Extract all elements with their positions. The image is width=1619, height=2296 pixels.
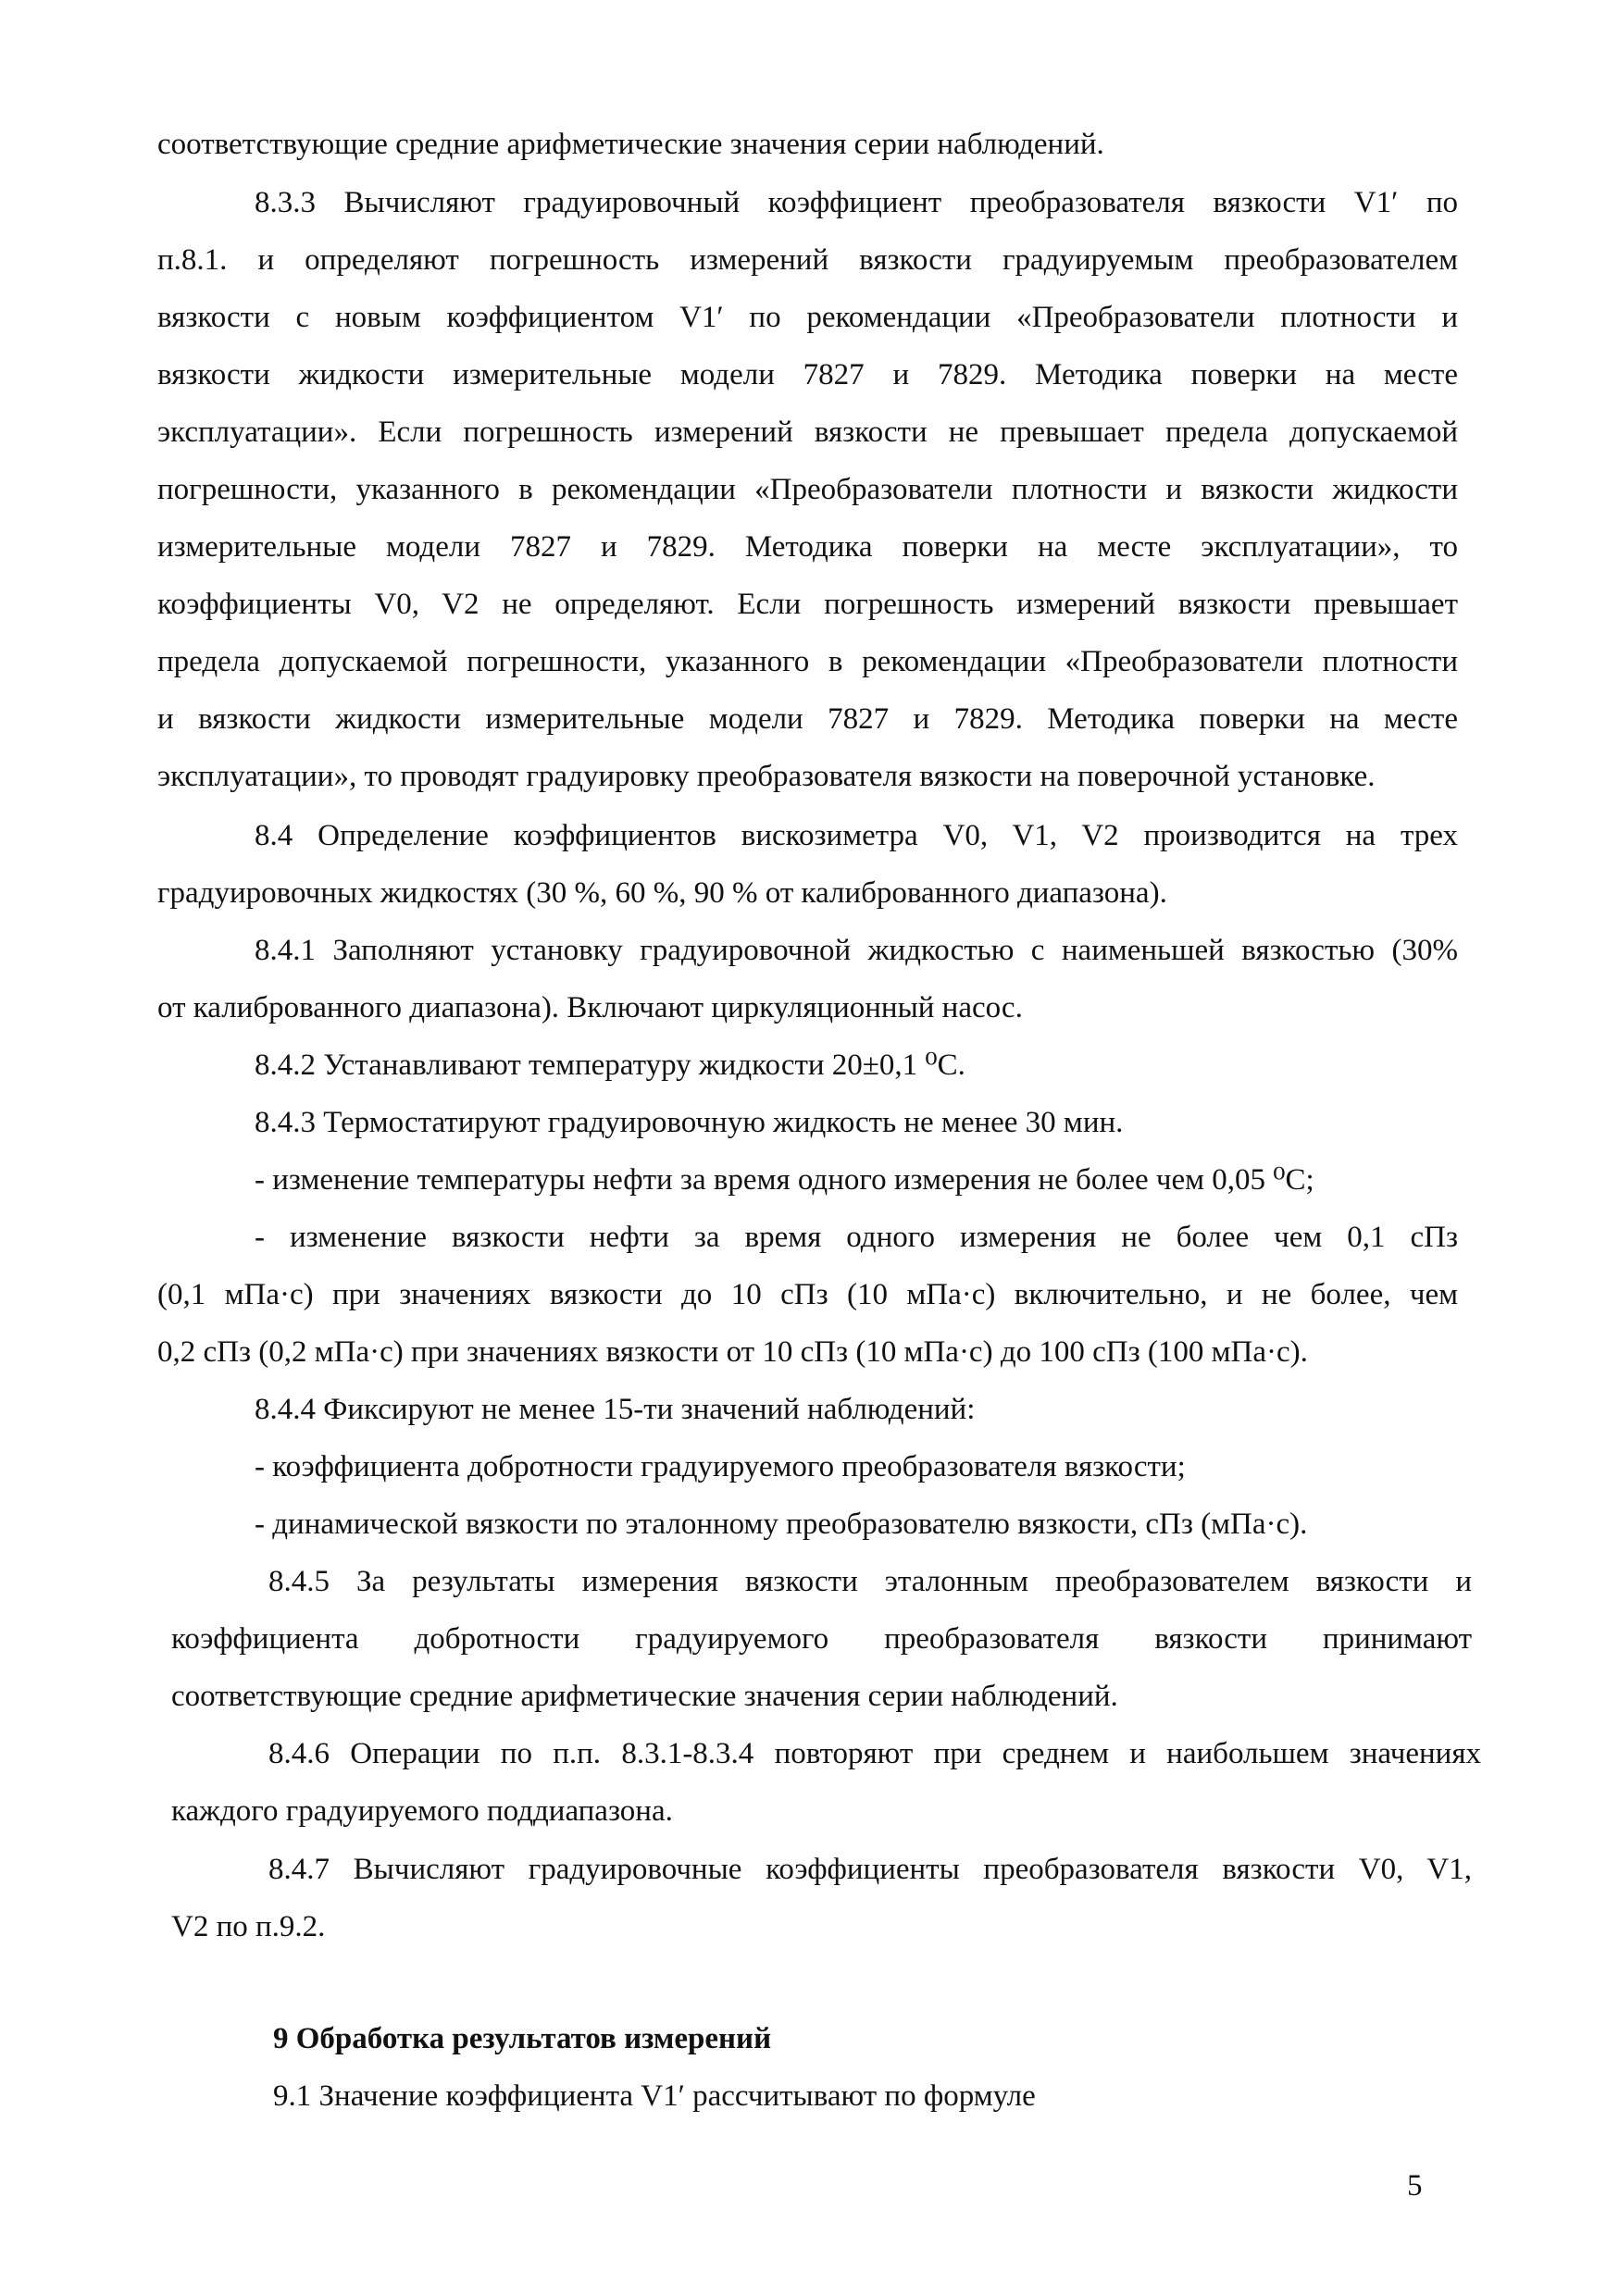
- text-line-18: 8.4.3 Термостатируют градуировочную жидкость не менее 30 мин.: [255, 1106, 1124, 1139]
- text-line-19: - изменение температуры нефти за время одного измерения не более чем 0,05 ⁰С;: [255, 1163, 1314, 1197]
- text-line-32: V2 по п.9.2.: [171, 1910, 326, 1943]
- text-line-31: 8.4.7 Вычисляют градуировочные коэффициенты преобразователя вязкости V0, V1,: [268, 1853, 1472, 1886]
- text-line-10: предела допускаемой погрешности, указанного в рекомендации «Преобразователи плотности: [157, 645, 1458, 678]
- text-line-15: 8.4.1 Заполняют установку градуировочной жидкостью с наименьшей вязкостью (30%: [255, 934, 1458, 967]
- text-line-29: 8.4.6 Операции по п.п. 8.3.1-8.3.4 повторяют при среднем и наибольшем значениях: [268, 1737, 1481, 1770]
- text-line-20: - изменение вязкости нефти за время одного измерения не более чем 0,1 сПз: [255, 1221, 1458, 1254]
- text-line-12: эксплуатации», то проводят градуировку преобразователя вязкости на поверочной установке.: [157, 760, 1376, 793]
- text-line-25: - динамической вязкости по эталонному преобразователю вязкости, сПз (мПа·с).: [255, 1508, 1308, 1541]
- text-line-5: вязкости жидкости измерительные модели 7827 и 7829. Методика поверки на месте: [157, 358, 1458, 391]
- text-line-27: коэффициента добротности градуируемого преобразователя вязкости принимают: [171, 1622, 1472, 1656]
- text-line-2: 8.3.3 Вычисляют градуировочный коэффициент преобразователя вязкости V1′ по: [255, 186, 1458, 219]
- text-line-1: соответствующие средние арифметические значения серии наблюдений.: [157, 128, 1104, 161]
- text-line-26: 8.4.5 За результаты измерения вязкости эталонным преобразователем вязкости и: [268, 1565, 1472, 1598]
- text-line-16: от калиброванного диапазона). Включают циркуляционный насос.: [157, 991, 1023, 1024]
- text-line-30: каждого градуируемого поддиапазона.: [171, 1794, 673, 1828]
- text-line-17: 8.4.2 Устанавливают температуру жидкости 20±0,1 ⁰С.: [255, 1049, 965, 1082]
- text-line-23: 8.4.4 Фиксируют не менее 15-ти значений наблюдений:: [255, 1393, 976, 1426]
- text-line-28: соответствующие средние арифметические значения серии наблюдений.: [171, 1680, 1118, 1713]
- page-number: 5: [1407, 2169, 1423, 2203]
- text-line-7: погрешности, указанного в рекомендации «Преобразователи плотности и вязкости жидкости: [157, 473, 1458, 506]
- text-line-34: 9.1 Значение коэффициента V1′ рассчитывают по формуле: [273, 2079, 1036, 2113]
- text-line-22: 0,2 сПз (0,2 мПа·с) при значениях вязкости от 10 сПз (10 мПа·с) до 100 сПз (100 мПа·с).: [157, 1335, 1308, 1369]
- text-line-8: измерительные модели 7827 и 7829. Методика поверки на месте эксплуатации», то: [157, 530, 1458, 564]
- text-line-11: и вязкости жидкости измерительные модели 7827 и 7829. Методика поверки на месте: [157, 702, 1458, 736]
- text-line-13: 8.4 Определение коэффициентов вискозиметра V0, V1, V2 производится на трех: [255, 819, 1458, 852]
- text-line-9: коэффициенты V0, V2 не определяют. Если погрешность измерений вязкости превышает: [157, 588, 1458, 621]
- text-line-24: - коэффициента добротности градуируемого преобразователя вязкости;: [255, 1450, 1186, 1483]
- section-heading: 9 Обработка результатов измерений: [273, 2022, 772, 2055]
- text-line-14: градуировочных жидкостях (30 %, 60 %, 90 % от калиброванного диапазона).: [157, 876, 1167, 910]
- text-line-21: (0,1 мПа·с) при значениях вязкости до 10 сПз (10 мПа·с) включительно, и не более, чем: [157, 1278, 1458, 1311]
- text-line-4: вязкости с новым коэффициентом V1′ по рекомендации «Преобразователи плотности и: [157, 301, 1458, 334]
- text-line-6: эксплуатации». Если погрешность измерений вязкости не превышает предела допускаемой: [157, 416, 1458, 449]
- text-line-3: п.8.1. и определяют погрешность измерений вязкости градуируемым преобразователем: [157, 243, 1458, 277]
